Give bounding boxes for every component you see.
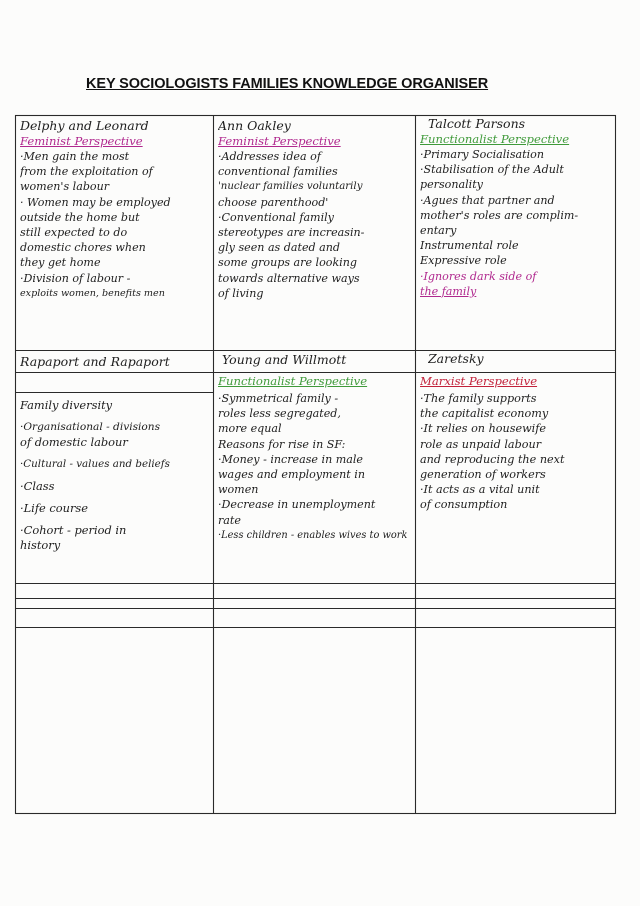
sociologist-name-young-willmott: Young and Willmott xyxy=(222,352,347,367)
note-line: 'nuclear families voluntarily xyxy=(218,181,363,193)
note-line: more equal xyxy=(218,422,282,436)
note-line: ·Cultural - values and beliefs xyxy=(20,458,170,471)
note-line: exploits women, benefits men xyxy=(20,287,165,299)
note-line: Reasons for rise in SF: xyxy=(218,437,346,451)
note-line: ·Class xyxy=(20,479,55,494)
note-line: ·Stabilisation of the Adult xyxy=(420,163,564,177)
note-line: Family diversity xyxy=(20,398,113,412)
note-line: of living xyxy=(218,286,264,300)
cell-talcott-parsons xyxy=(420,116,615,350)
note-line: women xyxy=(218,483,259,497)
note-line: ·Money - increase in male xyxy=(218,452,363,466)
note-line: of domestic labour xyxy=(20,435,128,450)
note-line: still expected to do xyxy=(20,225,128,239)
note-line: ·Primary Socialisation xyxy=(420,148,544,161)
sociologist-name: Delphy and Leonard xyxy=(20,118,149,133)
note-line: generation of workers xyxy=(420,467,546,481)
note-line: ·It acts as a vital unit xyxy=(420,483,540,497)
note-line: domestic chores when xyxy=(20,241,146,255)
note-line: rate xyxy=(218,513,241,527)
note-line: outside the home but xyxy=(20,210,140,224)
note-line: ·Ignores dark side of xyxy=(420,269,537,283)
perspective-label: Functionalist Perspective xyxy=(420,132,570,146)
perspective-label: Feminist Perspective xyxy=(20,134,143,148)
note-line: ·Division of labour - xyxy=(20,271,131,285)
note-line: ·Men gain the most xyxy=(20,150,130,163)
note-line: ·Less children - enables wives to work xyxy=(218,529,408,541)
sociologist-name-rapaport: Rapaport and Rapaport xyxy=(20,354,170,369)
note-line: the family xyxy=(420,284,477,298)
note-line: women's labour xyxy=(20,180,110,194)
cell-ann-oakley xyxy=(218,118,414,350)
note-line: personality xyxy=(420,178,483,192)
note-line: stereotypes are increasin- xyxy=(218,225,365,239)
note-line: ·Agues that partner and xyxy=(420,193,555,207)
perspective-label: Marxist Perspective xyxy=(420,374,538,388)
note-line: choose parenthood' xyxy=(218,195,329,209)
note-line: ·Symmetrical family - xyxy=(218,392,339,405)
note-line: they get home xyxy=(20,256,101,270)
note-line: of consumption xyxy=(420,498,508,512)
note-line: · Women may be employed xyxy=(20,195,171,209)
sociologist-name-zaretsky: Zaretsky xyxy=(428,351,484,366)
note-line: roles less segregated, xyxy=(218,407,341,421)
note-line: towards alternative ways xyxy=(218,271,360,285)
note-line: ·Conventional family xyxy=(218,210,334,224)
note-line: entary xyxy=(420,223,457,237)
note-line: the capitalist economy xyxy=(420,407,549,421)
cell-rapaport xyxy=(20,398,212,582)
cell-zaretsky xyxy=(420,374,615,582)
note-line: conventional families xyxy=(218,165,338,179)
sociologist-name: Ann Oakley xyxy=(218,118,291,133)
perspective-label: Functionalist Perspective xyxy=(218,374,368,388)
note-line: history xyxy=(20,538,61,553)
note-line: from the exploitation of xyxy=(20,165,153,179)
sociologist-name: Talcott Parsons xyxy=(428,116,526,131)
note-line: wages and employment in xyxy=(218,467,365,481)
note-line: gly seen as dated and xyxy=(218,241,340,255)
perspective-label: Feminist Perspective xyxy=(218,134,341,148)
note-line: ·Decrease in unemployment xyxy=(218,498,376,512)
note-line: ·It relies on housewife xyxy=(420,422,546,436)
note-line: ·Cohort - period in xyxy=(20,523,127,538)
note-line: ·Life course xyxy=(20,501,89,516)
note-line: ·Addresses idea of xyxy=(218,150,321,163)
note-line: role as unpaid labour xyxy=(420,437,542,451)
note-line: Instrumental role xyxy=(420,239,519,253)
note-line: some groups are looking xyxy=(218,256,357,270)
note-line: mother's roles are complim- xyxy=(420,208,579,222)
note-line: Expressive role xyxy=(420,254,507,268)
cell-delphy-leonard xyxy=(20,118,212,350)
page-title: KEY SOCIOLOGISTS FAMILIES KNOWLEDGE ORGANISER xyxy=(86,76,489,92)
cell-young-willmott xyxy=(218,374,414,582)
note-line: and reproducing the next xyxy=(420,452,565,466)
note-line: ·The family supports xyxy=(420,392,537,405)
note-line: ·Organisational - divisions xyxy=(20,421,161,433)
